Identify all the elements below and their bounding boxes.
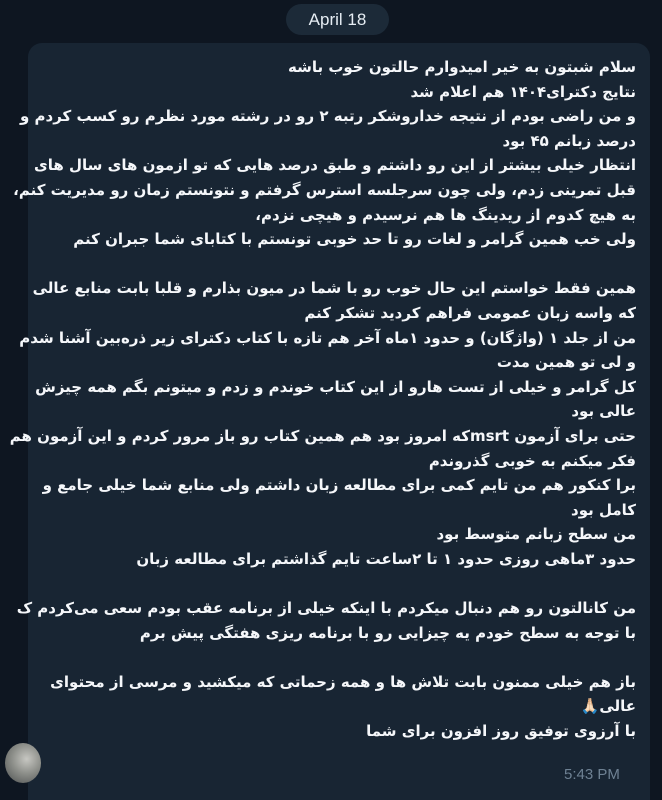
message-line: سلام شبتون به خیر امیدوارم حالتون خوب باشه [287,58,636,76]
message-line-blank [46,571,636,596]
message-line: من از جلد ۱ (واژگان) و حدود ۱ماه آخر هم تازه با کتاب دکترای زیر ذره‌بین آشنا شدم [19,328,636,347]
message-line-blank [46,252,636,277]
message-line-blank [46,645,636,670]
message-line: همین فقط خواستم این حال خوب رو با شما در میون بذارم و قلبا بابت منابع عالی [32,279,636,298]
message-line: من کانالتون رو هم دنبال میکردم با اینکه خیلی از برنامه عقب بودم سعی می‌کردم ک [16,599,636,618]
avatar[interactable] [5,743,41,783]
message-line: فکر میکنم به خوبی گذروندم [428,451,636,470]
message-timestamp: 5:43 PM [564,766,620,783]
message-line: ولی خب همین گرامر و لغات رو تا حد خوبی تونستم با کتابای شما جبران کنم [73,230,636,249]
message-line: عالی بود [571,402,636,421]
message-line: من سطح زبانم متوسط بود [436,525,636,544]
message-line: و لی تو همین مدت [496,353,636,372]
message-line: و من راضی بودم از نتیجه خداروشکر رتبه ۲ رو در رشته مورد نظرم رو کسب کردم و [19,107,636,126]
message-line-text: عالی [599,697,636,716]
message-line: با توجه به سطح خودم یه چیزایی رو با برنامه ریزی هفتگی پیش برم [139,623,636,642]
message-line: درصد زبانم ۴۵ بود [502,131,636,150]
message-line: با آرزوی توفیق روز افزون برای شما [366,722,636,741]
message-line-with-emoji [46,694,636,719]
message-line: به هیچ کدوم از ریدینگ ها هم نرسیدم و هیچی نزدم، [255,205,636,224]
message-line: قبل تمرینی زدم، ولی چون سرجلسه استرس گرفتم و نتونستم زمان رو مدیریت کنم، [13,180,636,199]
praying-hands-icon: 🙏🏻 [580,697,600,716]
message-line: نتایج دکترای۱۴۰۴ هم اعلام شد [410,82,636,101]
message-line: باز هم خیلی ممنون بابت تلاش ها و همه زحماتی که میکشید و مرسی از محتوای [50,672,636,691]
message-line: حدود ۳ماهی روزی حدود ۱ تا ۲ساعت تایم گذاشتم برای مطالعه زبان [136,549,636,568]
message-line: برا کنکور هم من تایم کمی برای مطالعه زبان داشتم ولی منابع شما خیلی جامع و [42,476,636,495]
message-bubble[interactable] [9,43,650,800]
message-line: انتظار خیلی بیشتر از این رو داشتم و طبق درصد هایی که تو ازمون های سال های [33,156,636,175]
date-label: April 18 [308,9,367,29]
message-text [9,55,636,744]
message-line: که واسه زبان عمومی فراهم کردید تشکر کنم [304,303,636,322]
message-line: کامل بود [571,500,636,519]
date-separator [286,4,389,35]
message-line: حتی برای آزمون msrtکه امروز بود هم همین کتاب رو باز مرور کردم و این آزمون هم [9,426,636,445]
message-line: کل گرامر و خیلی از تست هارو از این کتاب خوندم و زدم و میتونم بگم همه چیزش [35,377,636,396]
